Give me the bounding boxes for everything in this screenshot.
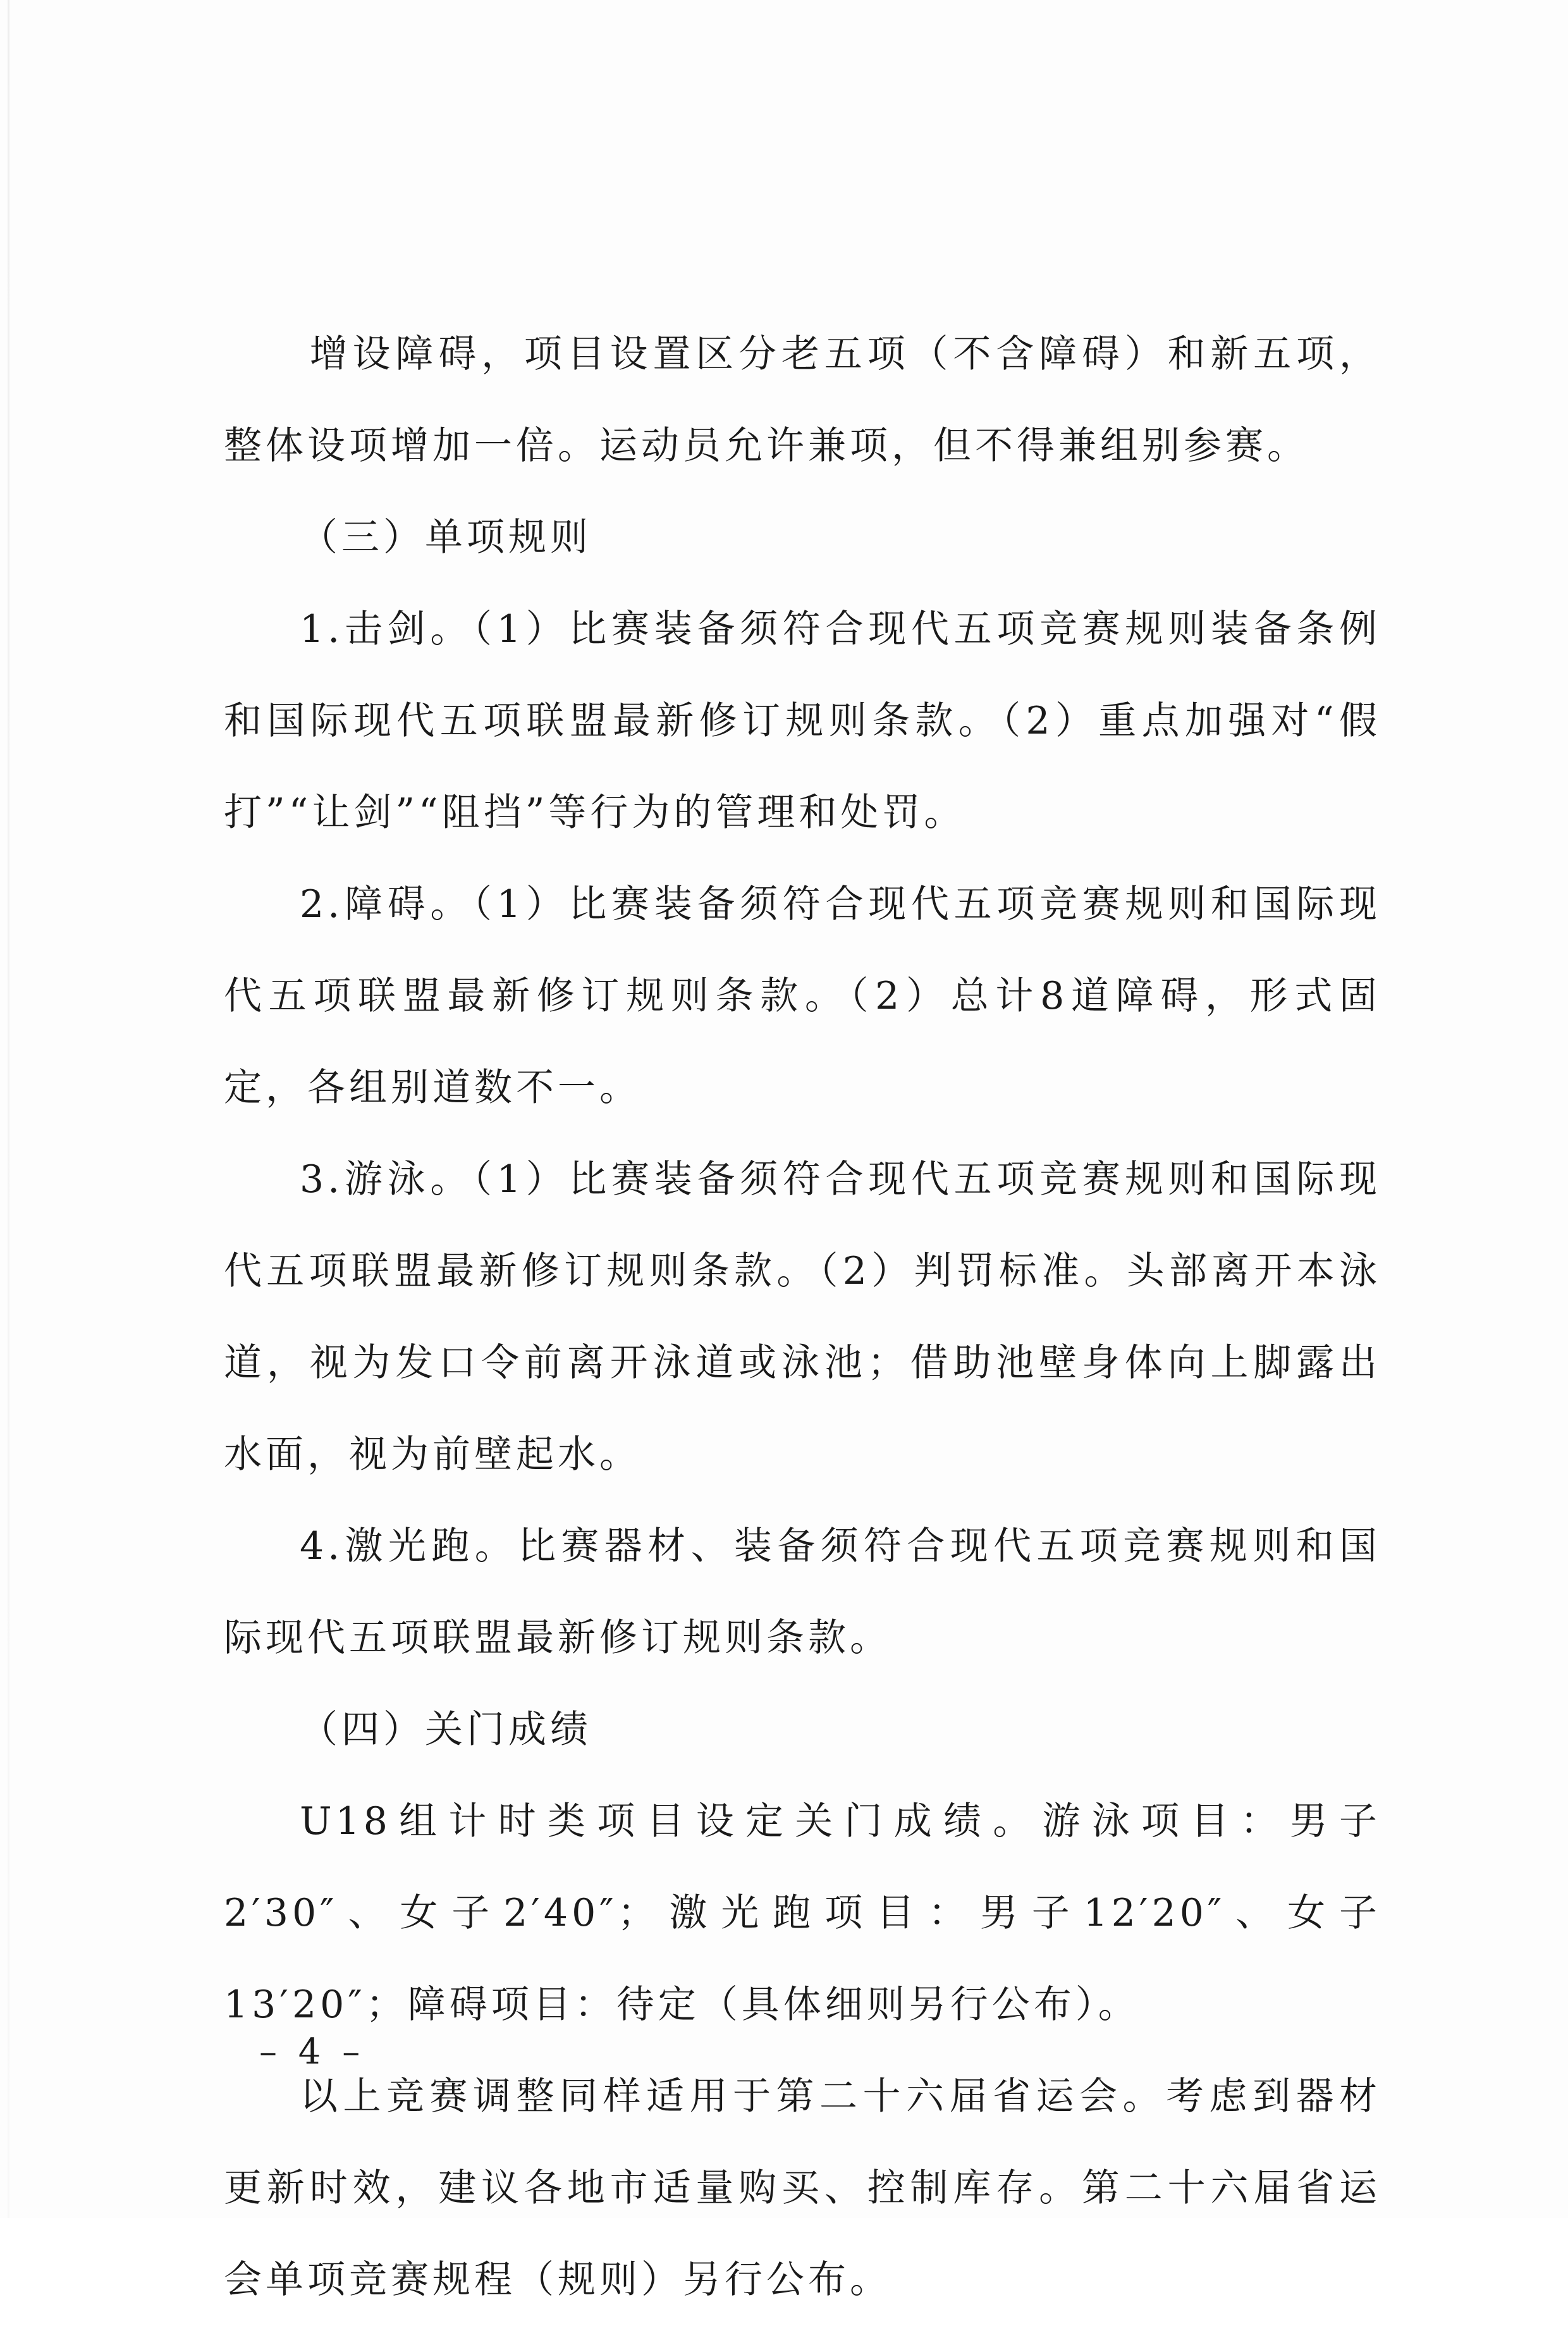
paragraph-continuation: 增设障碍，项目设置区分老五项（不含障碍）和新五项，整体设项增加一倍。运动员允许兼项，但不得兼组别参赛。 [224, 332, 1381, 468]
paragraph-cutoff-times: U18组计时类项目设定关门成绩。游泳项目：男子2′30″、女子2′40″；激光跑项目：男子12′20″、女子13′20″；障碍项目：待定（具体细则另行公布）。 [224, 1799, 1381, 2027]
section-heading-individual-rules: （三）单项规则 [300, 515, 592, 560]
section-heading-cutoff-results: （四）关门成绩 [300, 1708, 592, 1752]
paragraph-obstacle: 2.障碍。（1）比赛装备须符合现代五项竞赛规则和国际现代五项联盟最新修订规则条款。（2）总计8道障碍，形式固定，各组别道数不一。 [224, 882, 1381, 1110]
page-number: – 4 – [259, 2031, 365, 2072]
paragraph-fencing: 1.击剑。（1）比赛装备须符合现代五项竞赛规则装备条例和国际现代五项联盟最新修订规则条款。（2）重点加强对“假打”“让剑”“阻挡”等行为的管理和处罚。 [224, 607, 1381, 835]
scan-edge-shadow [8, 0, 9, 2218]
paragraph-swimming: 3.游泳。（1）比赛装备须符合现代五项竞赛规则和国际现代五项联盟最新修订规则条款。（2）判罚标准。头部离开本泳道，视为发口令前离开泳道或泳池；借助池壁身体向上脚露出水面，视为前壁起水。 [224, 1157, 1381, 1477]
paragraph-applicability: 以上竞赛调整同样适用于第二十六届省运会。考虑到器材更新时效，建议各地市适量购买、控制库存。第二十六届省运会单项竞赛规程（规则）另行公布。 [224, 2074, 1381, 2302]
paragraph-laser-run: 4.激光跑。比赛器材、装备须符合现代五项竞赛规则和国际现代五项联盟最新修订规则条款。 [224, 1524, 1381, 1660]
document-body [224, 309, 1381, 2326]
